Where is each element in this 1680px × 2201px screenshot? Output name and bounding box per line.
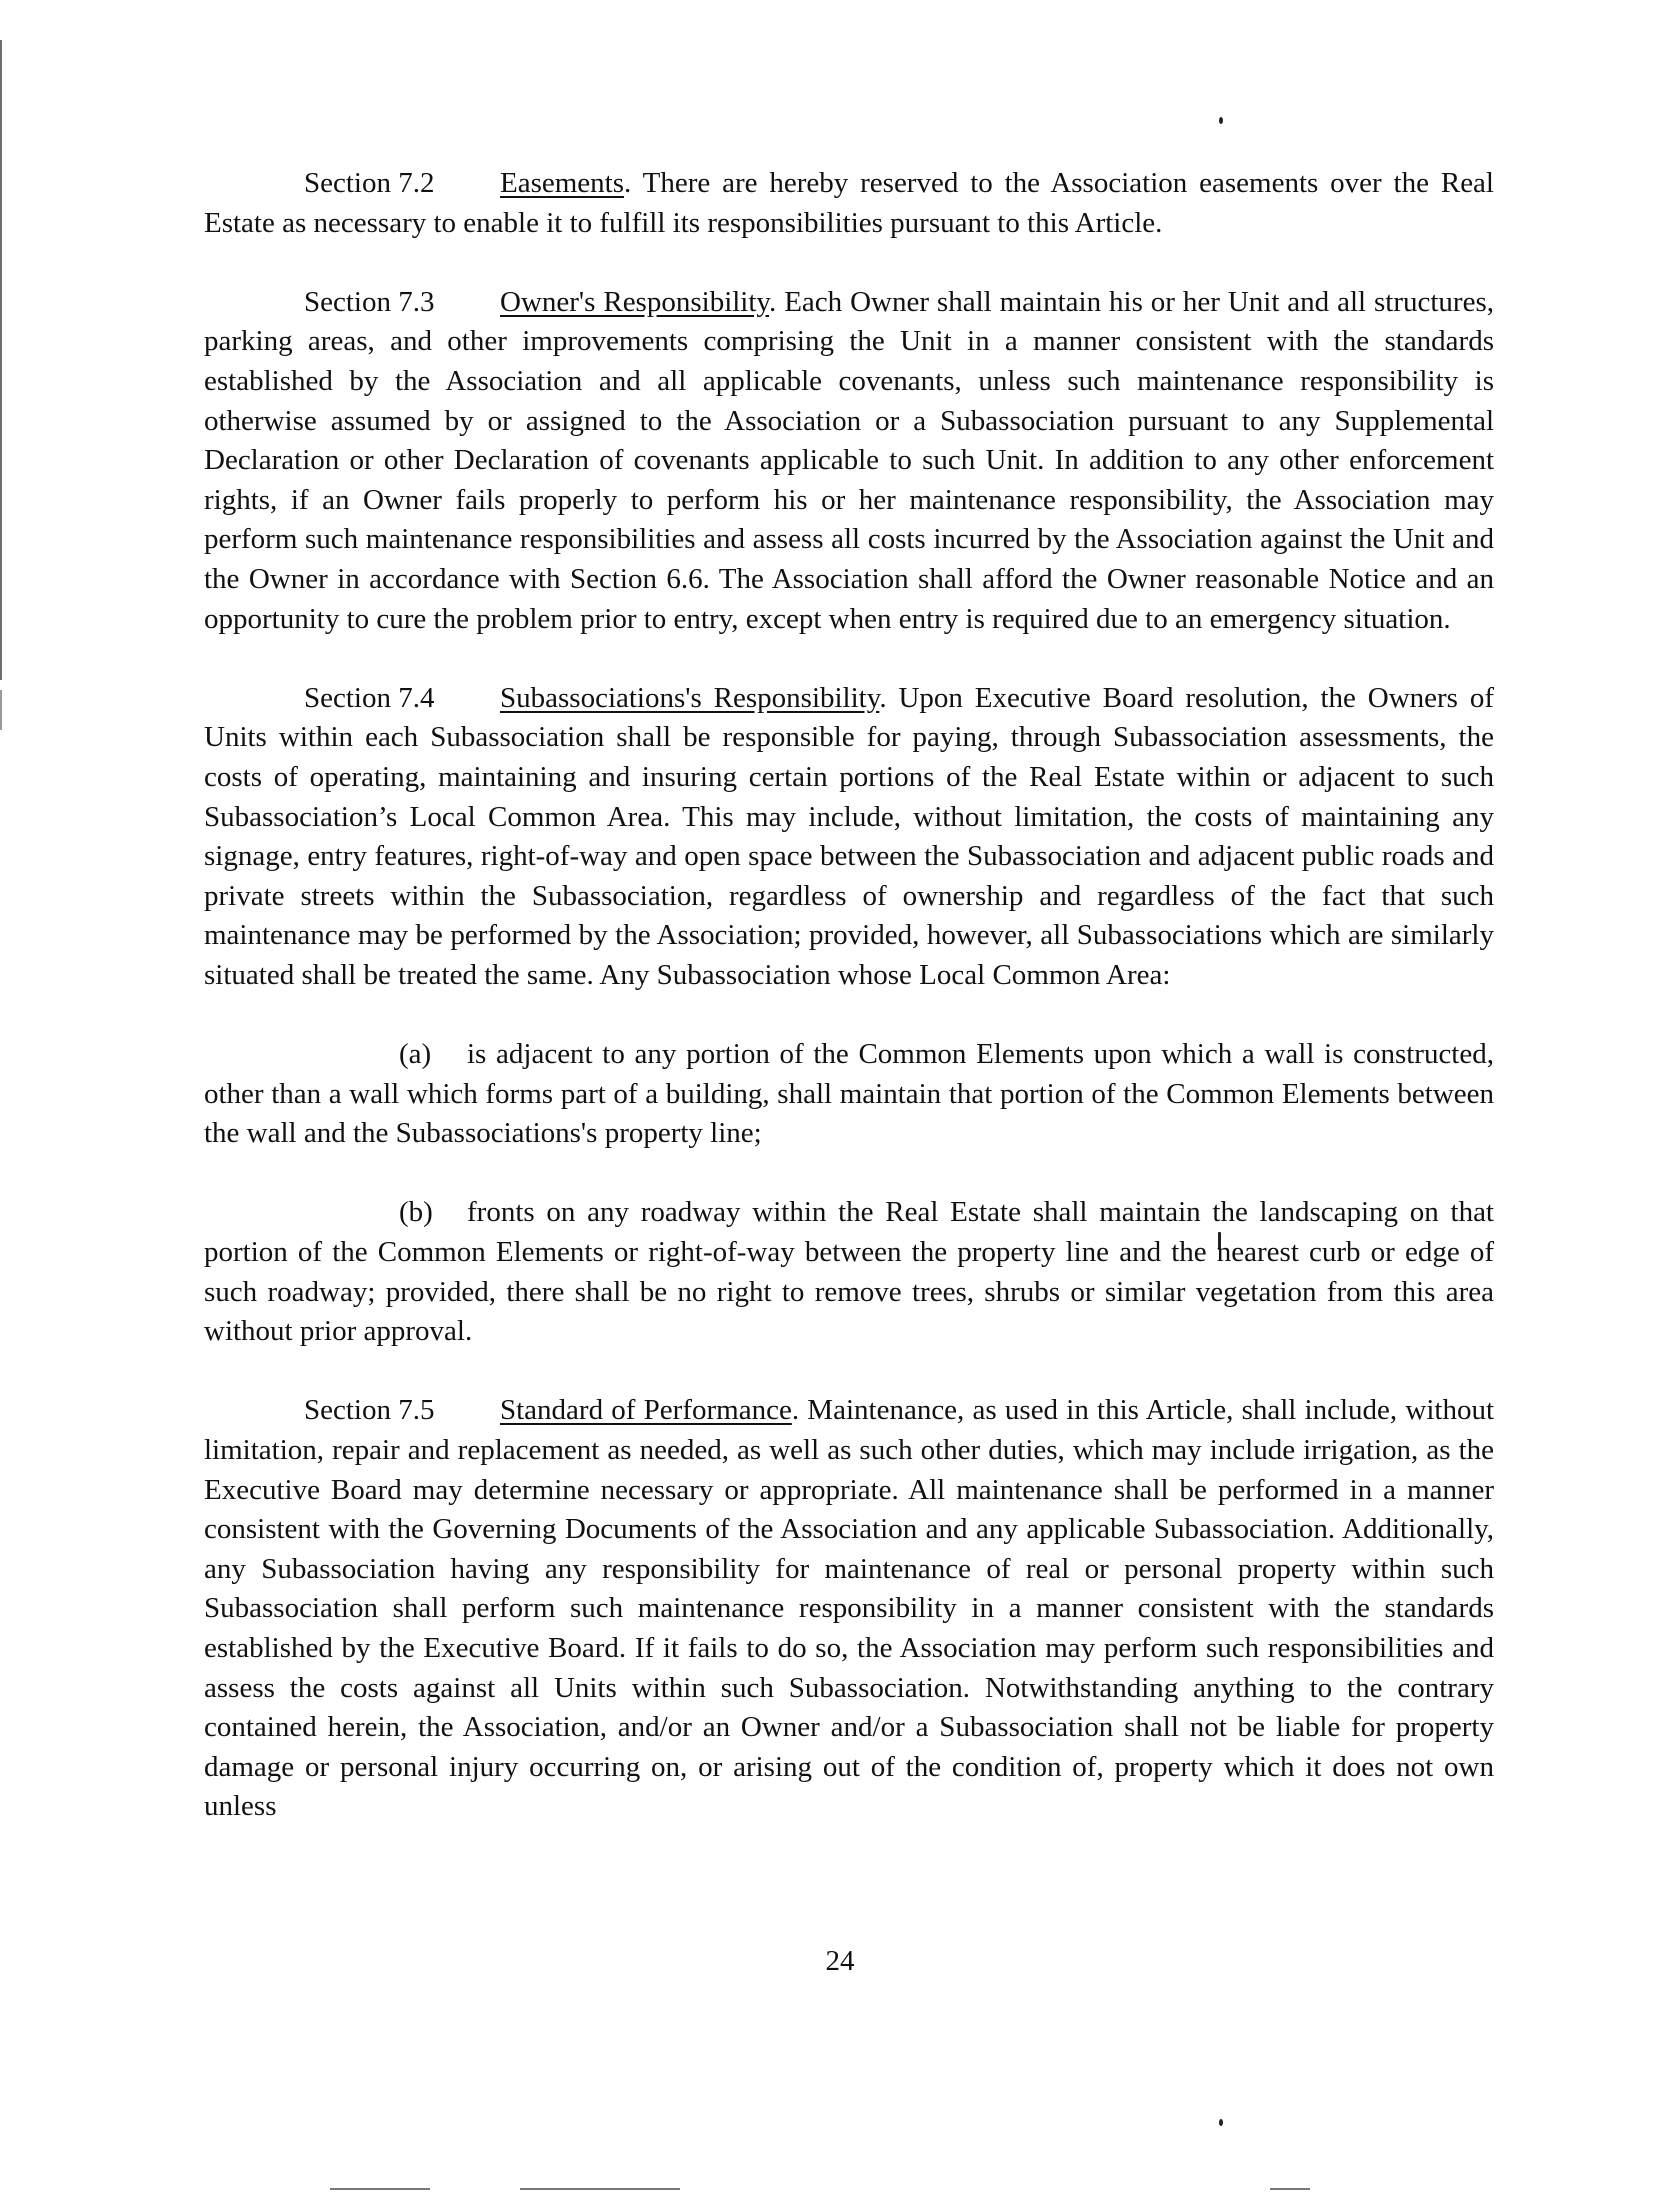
section-7-2-paragraph: [204, 164, 1494, 243]
section-label: Section 7.4: [304, 681, 435, 714]
scan-speck: [1219, 117, 1223, 124]
section-body: . Maintenance, as used in this Article, shall include, without limitation, repair and replacement as needed, as well as such other duties, which may include irrigation, as the Executive Board may determine necessary or appropriate. All maintenance shall be performed in a manner consistent with the Governing Documents of the Association and any applicable Subassociation. Additionally, any Subassociation having any responsibility for maintenance of real or personal property within such Subassociation shall perform such maintenance responsibility in a manner consistent with the standards established by the Executive Board. If it fails to do so, the Association may perform such responsibilities and assess the costs against all Units within such Subassociation. Notwithstanding anything to the contrary contained herein, the Association, and/or an Owner and/or a Subassociation shall not be liable for property damage or personal injury occurring on, or arising out of the condition of, property which it does not own unless: [204, 1394, 1494, 1823]
section-heading: Owner's Responsibility: [500, 285, 770, 318]
scan-margin-line: [0, 40, 2, 680]
section-heading: Easements: [500, 167, 625, 199]
scan-footer-mark: [520, 2188, 680, 2190]
section-heading: Subassociations's Responsibility: [500, 681, 880, 714]
subitem-b-paragraph: [204, 1193, 1494, 1351]
section-body: . Upon Executive Board resolution, the Owners of Units within each Subassociation shall be responsible for paying, through Subassociation assessments, the costs of operating, maintaining and insuring certain portions of the Real Estate within or adjacent to such Subassociation’s Local Common Area. This may include, without limitation, the costs of maintaining any signage, entry features, right-of-way and open space between the Subassociation and adjacent public roads and private streets within the Subassociation, regardless of ownership and regardless of the fact that such maintenance may be performed by the Association; provided, however, all Subassociations which are similarly situated shall be treated the same. Any Subassociation whose Local Common Area:: [204, 681, 1494, 991]
scan-speck: [1219, 2119, 1223, 2126]
section-7-3-paragraph: [204, 283, 1494, 639]
section-7-5-paragraph: [204, 1391, 1494, 1827]
subitem-label: (b): [399, 1196, 433, 1229]
subitem-body: fronts on any roadway within the Real Estate shall maintain the landscaping on that portion of the Common Elements or right-of-way between the property line and the nearest curb or edge of such roadway; provided, there shall be no right to remove trees, shrubs or similar vegetation from this area without prior approval.: [204, 1196, 1494, 1348]
section-7-4-paragraph: [204, 679, 1494, 996]
section-label: Section 7.3: [304, 285, 435, 318]
subitem-label: (a): [399, 1038, 432, 1071]
section-label: Section 7.2: [304, 167, 435, 199]
section-body: . Each Owner shall maintain his or her Unit and all structures, parking areas, and other improvements comprising the Unit in a manner consistent with the standards established by the Association and all applicable covenants, unless such maintenance responsibility is otherwise assumed by or assigned to the Association or a Subassociation pursuant to any Supplemental Declaration or other Declaration of covenants applicable to such Unit. In addition to any other enforcement rights, if an Owner fails properly to perform his or her maintenance responsibility, the Association may perform such maintenance responsibilities and assess all costs incurred by the Association against the Unit and the Owner in accordance with Section 6.6. The Association shall afford the Owner reasonable Notice and an opportunity to cure the problem prior to entry, except when entry is required due to an emergency situation.: [204, 285, 1494, 635]
scan-margin-dash: [0, 690, 2, 730]
scan-footer-mark: [330, 2188, 430, 2190]
subitem-a-paragraph: [204, 1035, 1494, 1154]
section-label: Section 7.5: [304, 1394, 435, 1427]
page-number: 24: [825, 1945, 855, 1977]
scan-footer-mark: [1270, 2188, 1310, 2190]
document-body: [204, 164, 1494, 1827]
subitem-body: is adjacent to any portion of the Common Elements upon which a wall is constructed, other than a wall which forms part of a building, shall maintain that portion of the Common Elements between the wall and the Subassociations's property line;: [204, 1038, 1494, 1150]
section-body: . There are hereby reserved to the Association easements over the Real Estate as necessary to enable it to fulfill its responsibilities pursuant to this Article.: [204, 167, 1494, 239]
section-heading: Standard of Performance: [500, 1394, 792, 1427]
